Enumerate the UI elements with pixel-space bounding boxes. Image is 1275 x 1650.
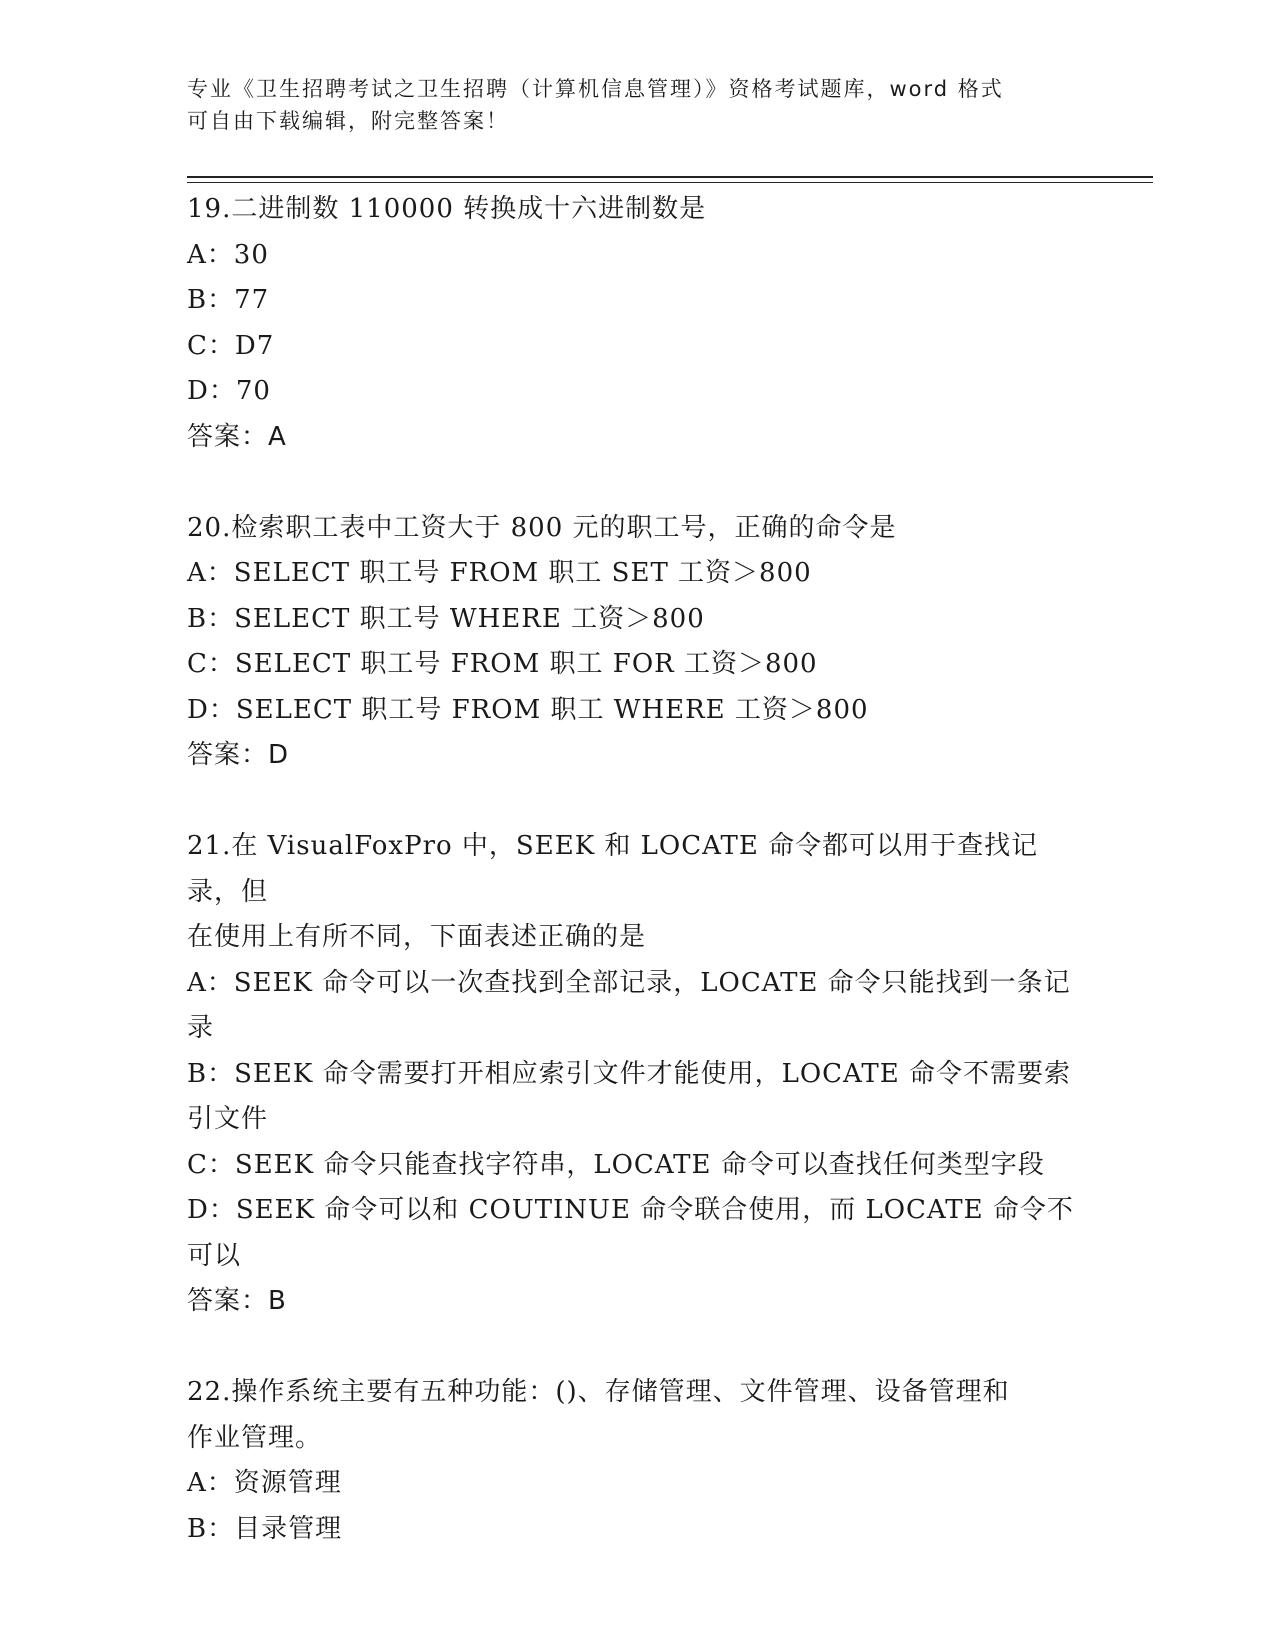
question-stem: 作业管理。 [187, 1422, 323, 1453]
answer-option: B：77 [187, 285, 270, 315]
answer-option: C：D7 [187, 330, 275, 361]
answer-option: 引文件 [187, 1104, 269, 1134]
answer-option: B：SEEK 命令需要打开相应索引文件才能使用，LOCATE 命令不需要索 [187, 1058, 1071, 1089]
answer-option: B：目录管理 [187, 1513, 343, 1544]
answer-key: 答案：D [187, 740, 290, 770]
question-spacer [187, 779, 1087, 825]
answer-key: 答案：B [187, 1286, 287, 1316]
question-stem: 在使用上有所不同，下面表述正确的是 [187, 922, 647, 952]
header-divider-thick [187, 176, 1153, 178]
question-spacer [187, 1325, 1087, 1371]
document-header [187, 73, 1067, 137]
question-block [187, 506, 1087, 825]
question-block [187, 187, 1087, 506]
answer-option: D：SELECT 职工号 FROM 职工 WHERE 工资＞800 [187, 694, 869, 725]
header-divider-thin [187, 182, 1153, 183]
answer-option: A：SELECT 职工号 FROM 职工 SET 工资＞800 [187, 558, 812, 588]
answer-option: C：SEEK 命令只能查找字符串，LOCATE 命令可以查找任何类型字段 [187, 1149, 1045, 1180]
answer-option: C：SELECT 职工号 FROM 职工 FOR 工资＞800 [187, 649, 818, 679]
question-stem: 21.在 VisualFoxPro 中，SEEK 和 LOCATE 命令都可以用于查找记录，但 [187, 831, 1039, 907]
answer-option: A：SEEK 命令可以一次查找到全部记录，LOCATE 命令只能找到一条记 [187, 967, 1071, 998]
question-spacer [187, 460, 1087, 506]
answer-option: D：70 [187, 376, 271, 406]
question-list [187, 187, 1087, 1552]
question-block [187, 824, 1087, 1370]
header-line-2: 可自由下载编辑，附完整答案！ [187, 109, 509, 133]
header-line-1: 专业《卫生招聘考试之卫生招聘（计算机信息管理）》资格考试题库，word 格式 [187, 77, 1004, 101]
question-block [187, 1370, 1087, 1552]
answer-option: A：资源管理 [187, 1468, 342, 1498]
question-stem: 19.二进制数 110000 转换成十六进制数是 [187, 194, 707, 224]
answer-option: B：SELECT 职工号 WHERE 工资＞800 [187, 603, 705, 634]
answer-key: 答案：A [187, 421, 287, 452]
answer-option: 录 [187, 1013, 215, 1043]
question-stem: 22.操作系统主要有五种功能：()、存储管理、文件管理、设备管理和 [187, 1377, 1010, 1407]
answer-option: D：SEEK 命令可以和 COUTINUE 命令联合使用，而 LOCATE 命令不可以 [187, 1195, 1074, 1271]
answer-option: A：30 [187, 239, 269, 270]
question-stem: 20.检索职工表中工资大于 800 元的职工号，正确的命令是 [187, 512, 897, 543]
